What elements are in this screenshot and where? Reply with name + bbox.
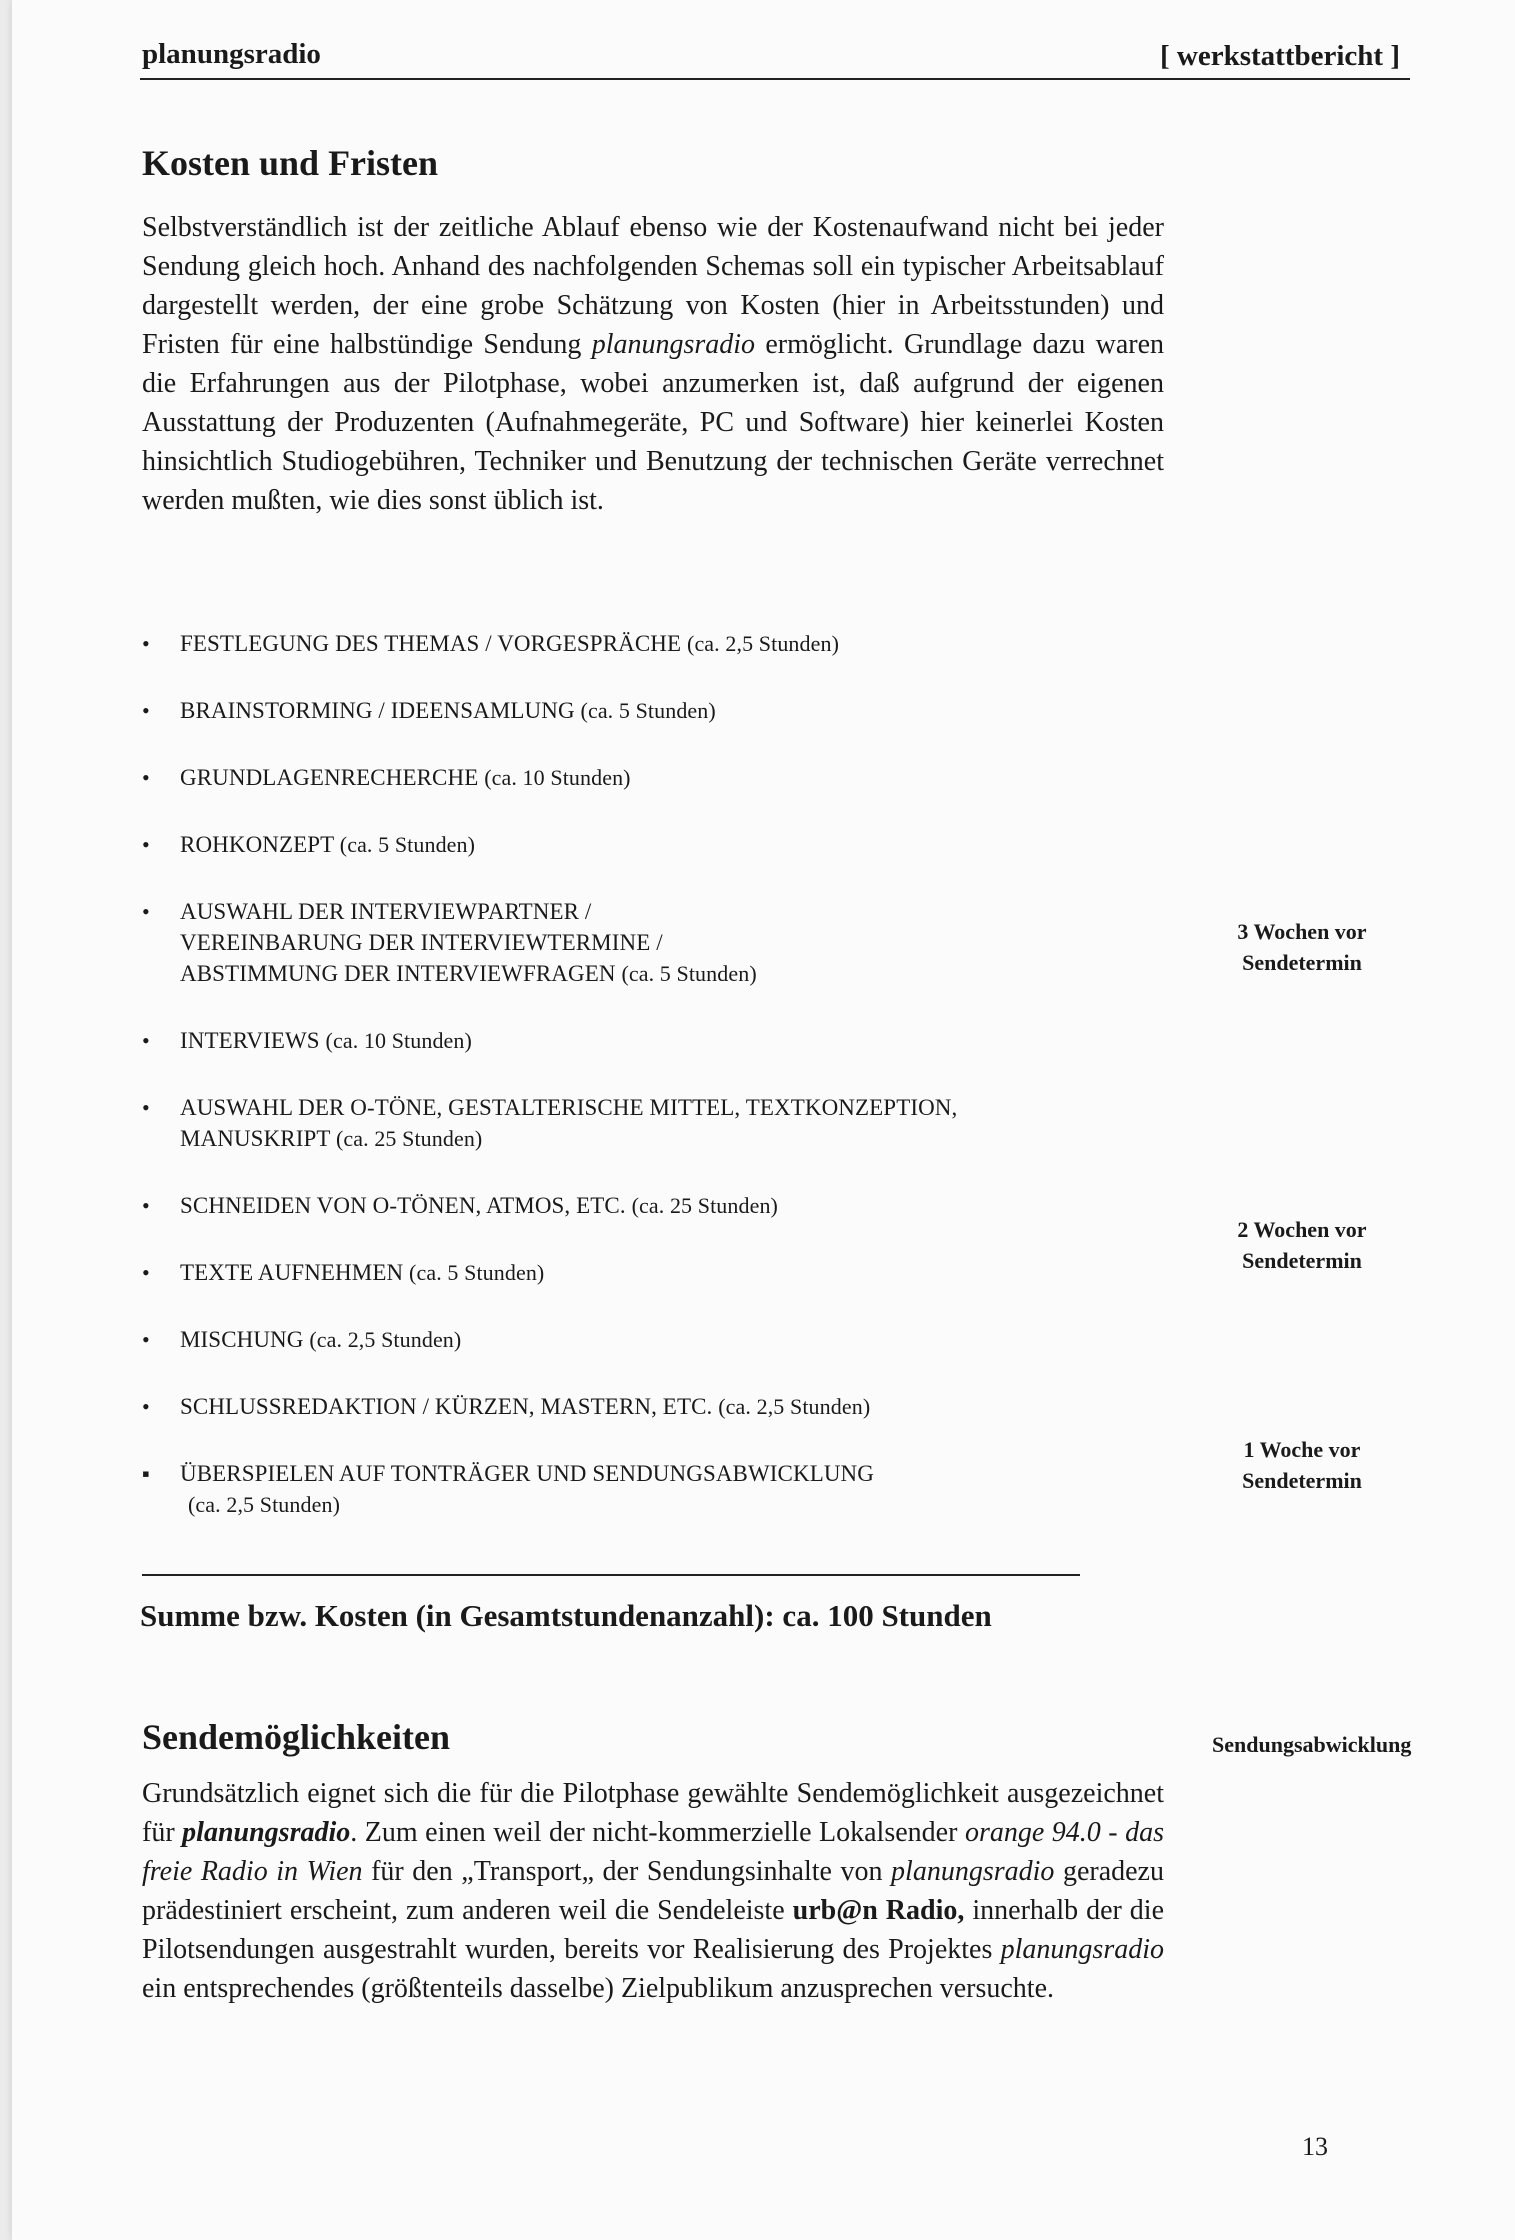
list-item	[140, 1092, 1140, 1154]
item-duration: (ca. 2,5 Stunden)	[687, 631, 840, 656]
bullet-icon: •	[142, 899, 150, 924]
margin-label: Sendungsabwicklung	[1212, 1732, 1412, 1757]
item-duration: (ca. 5 Stunden)	[339, 832, 476, 857]
deadline-line: Sendetermin	[1242, 1468, 1362, 1493]
emphasis-text: planungsradio	[891, 1856, 1055, 1887]
divider	[142, 1574, 1080, 1576]
item-text: SCHLUSSREDAKTION / KÜRZEN, MASTERN, ETC.	[180, 1394, 713, 1419]
item-text: AUSWAHL DER O-TÖNE, GESTALTERISCHE MITTEL, TEXTKONZEPTION,	[180, 1095, 958, 1120]
paragraph-text: für den „Transport„ der Sendungsinhalte von	[371, 1856, 883, 1887]
item-duration: (ca. 5 Stunden)	[580, 698, 716, 723]
item-duration: (ca. 5 Stunden)	[409, 1260, 545, 1285]
bullet-icon: •	[142, 765, 150, 790]
list-item	[140, 1391, 1140, 1422]
item-text: GRUNDLAGENRECHERCHE	[180, 765, 479, 790]
list-item	[140, 896, 1140, 989]
paragraph-costs	[142, 208, 1164, 520]
paragraph-text: Selbstverständlich ist der zeitliche Ablauf ebenso wie der Kostenaufwand nicht bei jeder Sendung gleich hoch. Anhand des nachfolgenden Schemas soll ein typischer Arbeitsablauf dargestellt werden, der eine grobe Schätzung von Kosten (hier in Arbeitsstunden) und Fristen für eine halbstündige Sendung	[142, 212, 1164, 360]
bullet-icon: •	[142, 1394, 150, 1419]
item-text: TEXTE AUFNEHMEN	[180, 1260, 404, 1285]
bold-text: urb@n Radio,	[792, 1895, 965, 1926]
document-page	[12, 0, 1515, 2240]
list-item	[140, 695, 1140, 726]
item-text: ROHKONZEPT	[180, 832, 334, 857]
paragraph-text: . Zum einen weil der nicht-kommerzielle Lokalsender	[350, 1817, 958, 1848]
paragraph-text: geradezu prädestiniert erscheint, zum anderen weil die Sendeleiste	[142, 1856, 1164, 1926]
emphasis-text: planungsradio	[1000, 1934, 1164, 1965]
list-item	[140, 1257, 1140, 1288]
deadline-note	[1202, 1434, 1402, 1496]
paragraph-text: innerhalb der die Pilotsendungen ausgestrahlt wurden, bereits vor Realisierung des Projektes	[142, 1895, 1165, 1965]
item-text: ÜBERSPIELEN AUF TONTRÄGER UND SENDUNGSABWICKLUNG	[180, 1461, 874, 1486]
item-duration: (ca. 10 Stunden)	[484, 765, 631, 790]
deadline-line: 2 Wochen vor	[1237, 1217, 1367, 1242]
header-title: planungsradio	[142, 38, 321, 70]
emphasis-text: orange 94.0 - das freie Radio in Wien	[142, 1817, 1165, 1887]
paragraph-text: Grundsätzlich eignet sich die für die Pilotphase gewählte Sendemöglichkeit ausgezeichnet für	[142, 1778, 1164, 1848]
list-item	[140, 1025, 1140, 1056]
item-duration: (ca. 2,5 Stunden)	[188, 1492, 340, 1517]
paragraph-text: ermöglicht. Grundlage dazu waren die Erfahrungen aus der Pilotphase, wobei anzumerken ist, daß aufgrund der eigenen Ausstattung der Produzenten (Aufnahmegeräte, PC und Software) hier keinerlei Kosten hinsichtlich Studiogebühren, Techniker und Benutzung der technischen Geräte verrechnet werden mußten, wie dies sonst üblich ist.	[142, 329, 1165, 516]
header-section: [ werkstattbericht ]	[1160, 40, 1400, 72]
item-text: VEREINBARUNG DER INTERVIEWTERMINE /	[180, 930, 663, 955]
workflow-list	[140, 628, 1140, 1520]
deadline-line: Sendetermin	[1242, 950, 1362, 975]
running-header	[140, 34, 1410, 80]
bullet-icon: •	[142, 1028, 150, 1053]
list-item	[140, 762, 1140, 793]
total-summary: Summe bzw. Kosten (in Gesamtstundenanzahl): ca. 100 Stunden	[140, 1598, 992, 1633]
deadline-line: 3 Wochen vor	[1237, 919, 1367, 944]
page-number: 13	[1302, 2132, 1328, 2161]
deadline-note	[1202, 1214, 1402, 1276]
item-text: FESTLEGUNG DES THEMAS / VORGESPRÄCHE	[180, 631, 682, 656]
item-duration: (ca. 2,5 Stunden)	[718, 1394, 871, 1419]
item-text: MISCHUNG	[180, 1327, 304, 1352]
item-text: AUSWAHL DER INTERVIEWPARTNER /	[180, 899, 592, 924]
item-text: ABSTIMMUNG DER INTERVIEWFRAGEN	[180, 961, 616, 986]
bullet-icon: •	[142, 1095, 150, 1120]
item-duration: (ca. 5 Stunden)	[621, 961, 757, 986]
list-item	[140, 1324, 1140, 1355]
item-text: BRAINSTORMING / IDEENSAMLUNG	[180, 698, 575, 723]
item-text: SCHNEIDEN VON O-TÖNEN, ATMOS, ETC.	[180, 1193, 626, 1218]
section-heading-costs: Kosten und Fristen	[142, 143, 439, 183]
bullet-icon: •	[142, 698, 150, 723]
item-text: MANUSKRIPT	[180, 1126, 331, 1151]
emphasis-text: planungsradio	[591, 329, 756, 360]
item-duration: (ca. 25 Stunden)	[631, 1193, 778, 1218]
deadline-line: Sendetermin	[1242, 1248, 1362, 1273]
list-item	[140, 829, 1140, 860]
list-item	[140, 1190, 1140, 1221]
section-heading-broadcast: Sendemöglichkeiten	[142, 1717, 451, 1757]
item-duration: (ca. 2,5 Stunden)	[309, 1327, 462, 1352]
bullet-icon: ▪	[142, 1461, 150, 1486]
list-item	[140, 628, 1140, 659]
deadline-line: 1 Woche vor	[1243, 1437, 1361, 1462]
paragraph-text: ein entsprechendes (größtenteils dasselbe) Zielpublikum anzusprechen versuchte.	[142, 1973, 1055, 2004]
bullet-icon: •	[142, 1260, 150, 1285]
bullet-icon: •	[142, 832, 150, 857]
deadline-note	[1202, 916, 1402, 978]
bullet-icon: •	[142, 631, 150, 656]
bullet-icon: •	[142, 1327, 150, 1352]
item-text: INTERVIEWS	[180, 1028, 320, 1053]
paragraph-broadcast	[142, 1774, 1164, 2008]
bullet-icon: •	[142, 1193, 150, 1218]
list-item	[140, 1458, 1140, 1520]
emphasis-text: planungsradio	[182, 1817, 351, 1848]
item-duration: (ca. 10 Stunden)	[325, 1028, 472, 1053]
item-duration: (ca. 25 Stunden)	[335, 1126, 483, 1151]
